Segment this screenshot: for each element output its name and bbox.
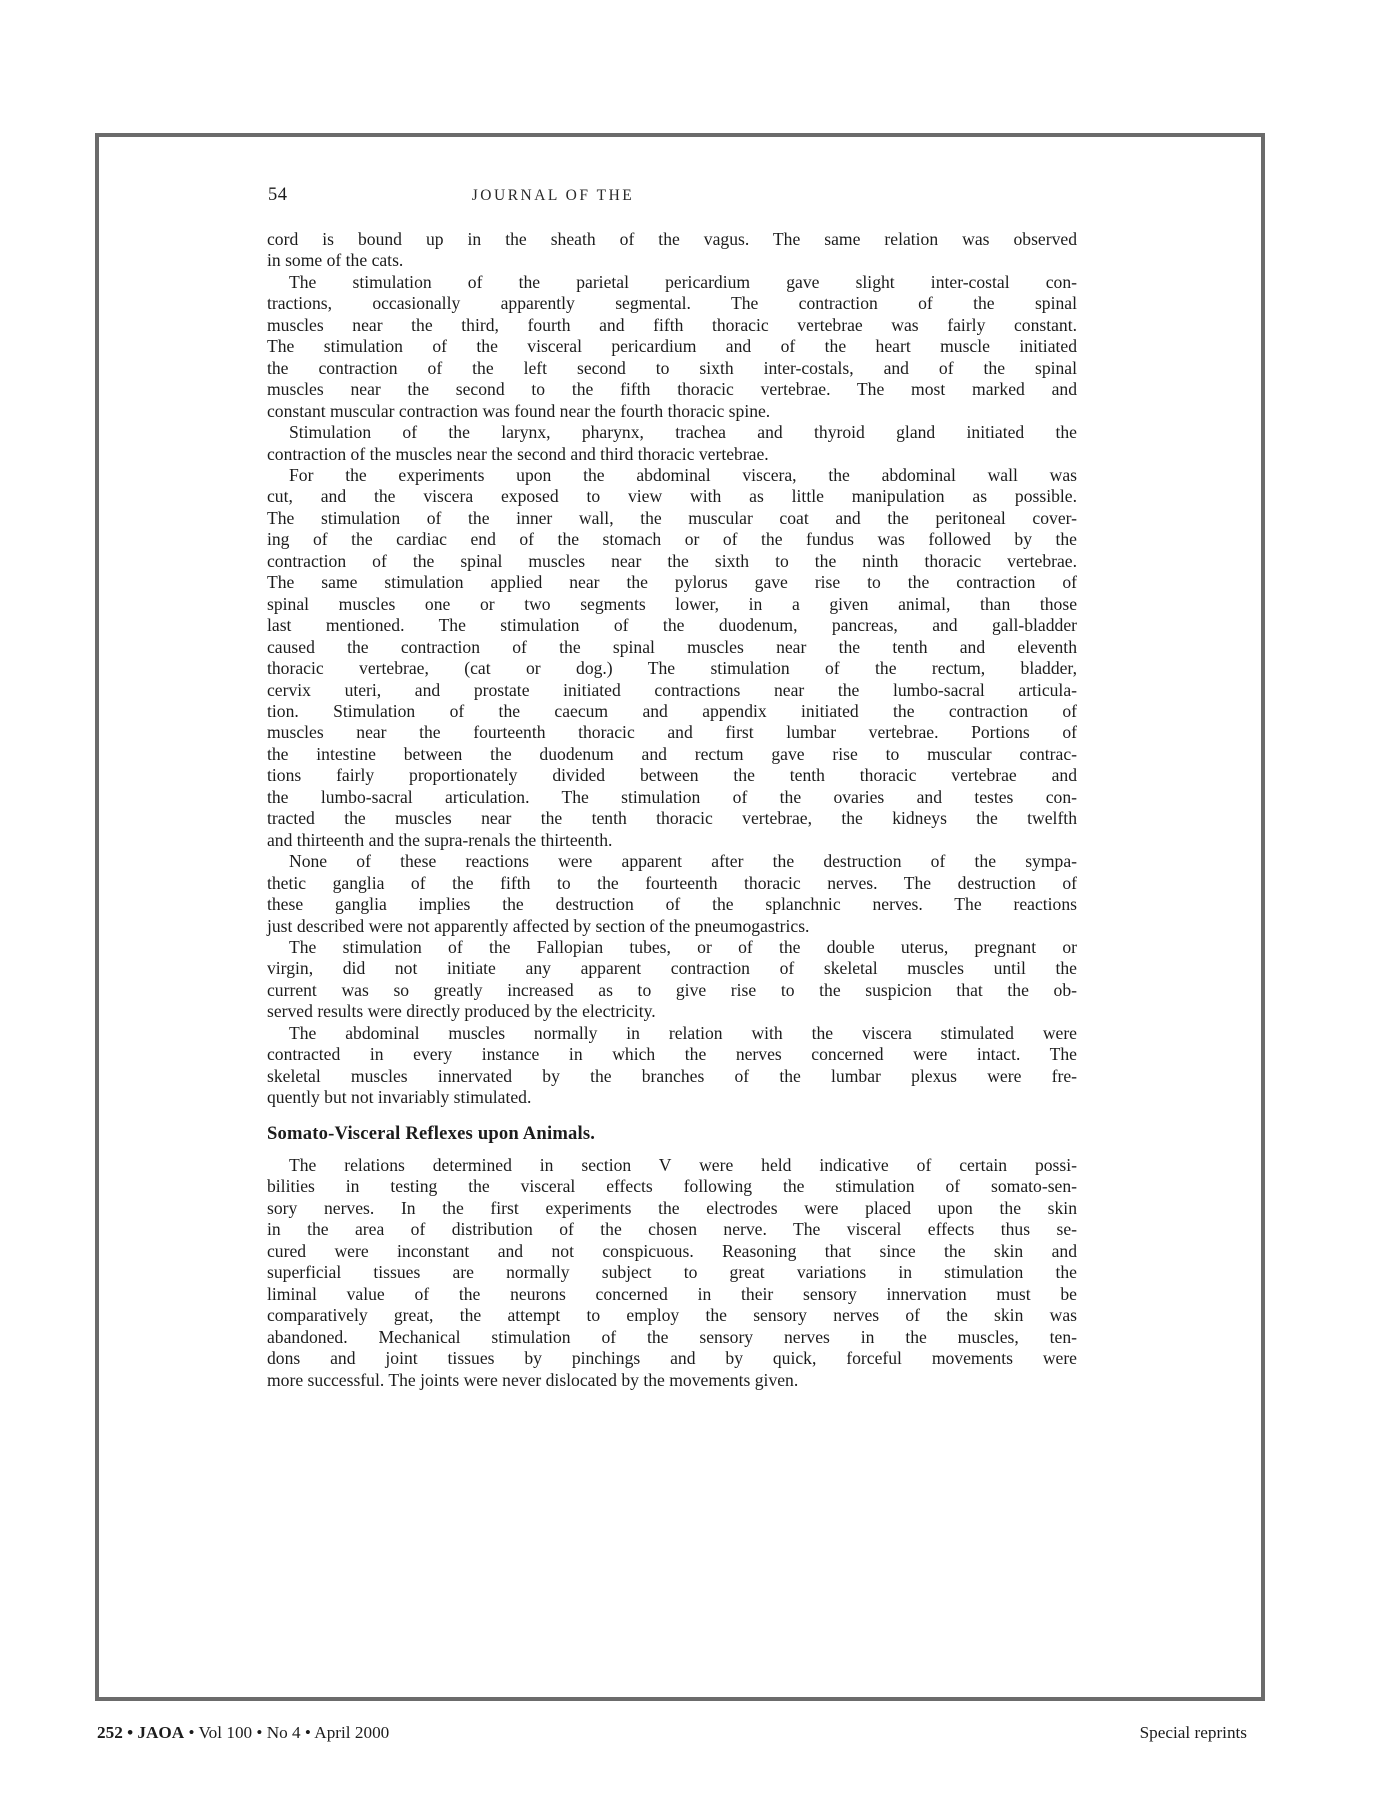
text-line: the contraction of the left second to sixth inter-costals, and of the spinal bbox=[267, 357, 1077, 378]
text-line: in the area of distribution of the chosen nerve. The visceral effects thus se- bbox=[267, 1219, 1077, 1240]
text-line: cut, and the viscera exposed to view with as little manipulation as possible. bbox=[267, 486, 1077, 507]
text-line: bilities in testing the visceral effects following the stimulation of somato-sen- bbox=[267, 1176, 1077, 1197]
text-line: The stimulation of the inner wall, the muscular coat and the peritoneal cover- bbox=[267, 507, 1077, 528]
text-line: The stimulation of the parietal pericardium gave slight inter-costal con- bbox=[289, 271, 1077, 292]
text-line: comparatively great, the attempt to employ the sensory nerves of the skin was bbox=[267, 1305, 1077, 1326]
text-line: current was so greatly increased as to give rise to the suspicion that the ob- bbox=[267, 979, 1077, 1000]
text-line: The stimulation of the visceral pericardium and of the heart muscle initiated bbox=[267, 336, 1077, 357]
text-line: cervix uteri, and prostate initiated contractions near the lumbo-sacral articula- bbox=[267, 679, 1077, 700]
body-text bbox=[267, 229, 1077, 1391]
text-line: contraction of the muscles near the second and third thoracic vertebrae. bbox=[267, 443, 769, 464]
scanned-page bbox=[95, 133, 1265, 1701]
text-line: For the experiments upon the abdominal viscera, the abdominal wall was bbox=[289, 464, 1077, 485]
text-line: tractions, occasionally apparently segmental. The contraction of the spinal bbox=[267, 293, 1077, 314]
text-line: cord is bound up in the sheath of the vagus. The same relation was observed bbox=[267, 229, 1077, 249]
text-line: the intestine between the duodenum and rectum gave rise to muscular contrac- bbox=[267, 743, 1077, 764]
text-line: thetic ganglia of the fifth to the fourteenth thoracic nerves. The destruction of bbox=[267, 872, 1077, 893]
text-line: The same stimulation applied near the pylorus gave rise to the contraction of bbox=[267, 572, 1077, 593]
text-line: in some of the cats. bbox=[267, 250, 404, 271]
text-line: sory nerves. In the first experiments the electrodes were placed upon the skin bbox=[267, 1197, 1077, 1218]
text-line: the lumbo-sacral articulation. The stimulation of the ovaries and testes con- bbox=[267, 786, 1077, 807]
text-line: these ganglia implies the destruction of the splanchnic nerves. The reactions bbox=[267, 894, 1077, 915]
text-line: cured were inconstant and not conspicuous. Reasoning that since the skin and bbox=[267, 1240, 1077, 1261]
text-line: The stimulation of the Fallopian tubes, or of the double uterus, pregnant or bbox=[289, 936, 1077, 957]
text-line: contraction of the spinal muscles near the sixth to the ninth thoracic vertebrae. bbox=[267, 550, 1077, 571]
text-line: The abdominal muscles normally in relation with the viscera stimulated were bbox=[289, 1022, 1077, 1043]
text-line: thoracic vertebrae, (cat or dog.) The stimulation of the rectum, bladder, bbox=[267, 658, 1077, 679]
text-line: abandoned. Mechanical stimulation of the sensory nerves in the muscles, ten- bbox=[267, 1326, 1077, 1347]
text-line: served results were directly produced by the electricity. bbox=[267, 1001, 656, 1022]
text-line: The relations determined in section V were held indicative of certain possi- bbox=[289, 1155, 1077, 1176]
text-line: quently but not invariably stimulated. bbox=[267, 1087, 532, 1108]
text-line: tracted the muscles near the tenth thoracic vertebrae, the kidneys the twelfth bbox=[267, 808, 1077, 829]
running-title: JOURNAL OF THE bbox=[471, 187, 635, 204]
text-line: skeletal muscles innervated by the branches of the lumbar plexus were fre- bbox=[267, 1065, 1077, 1086]
footer-reprint-label: Special reprints bbox=[1139, 1723, 1247, 1742]
text-line: Stimulation of the larynx, pharynx, trachea and thyroid gland initiated the bbox=[289, 422, 1077, 443]
text-line: muscles near the fourteenth thoracic and first lumbar vertebrae. Portions of bbox=[267, 722, 1077, 743]
text-line: more successful. The joints were never dislocated by the movements given. bbox=[267, 1369, 799, 1390]
text-line: spinal muscles one or two segments lower, in a given animal, than those bbox=[267, 593, 1077, 614]
text-line: constant muscular contraction was found near the fourth thoracic spine. bbox=[267, 400, 771, 421]
running-header bbox=[267, 185, 1077, 209]
text-line: tions fairly proportionately divided between the tenth thoracic vertebrae and bbox=[267, 765, 1077, 786]
text-line: liminal value of the neurons concerned in their sensory innervation must be bbox=[267, 1283, 1077, 1304]
text-line: muscles near the third, fourth and fifth thoracic vertebrae was fairly constant. bbox=[267, 314, 1077, 335]
text-line: caused the contraction of the spinal muscles near the tenth and eleventh bbox=[267, 636, 1077, 657]
text-line: last mentioned. The stimulation of the duodenum, pancreas, and gall-bladder bbox=[267, 615, 1077, 636]
text-line: just described were not apparently affected by section of the pneumogastrics. bbox=[267, 915, 810, 936]
text-line: tion. Stimulation of the caecum and appendix initiated the contraction of bbox=[267, 700, 1077, 721]
page-number: 54 bbox=[268, 185, 288, 205]
text-line: superficial tissues are normally subject to great variations in stimulation the bbox=[267, 1262, 1077, 1283]
footer-journal-bold: 252 • JAOA bbox=[97, 1723, 185, 1742]
text-line: dons and joint tissues by pinchings and by quick, forceful movements were bbox=[267, 1348, 1077, 1369]
text-line: and thirteenth and the supra-renals the thirteenth. bbox=[267, 829, 613, 850]
text-line: virgin, did not initiate any apparent contraction of skeletal muscles until the bbox=[267, 958, 1077, 979]
footer-journal-rest: • Vol 100 • No 4 • April 2000 bbox=[184, 1723, 390, 1742]
section-heading: Somato-Visceral Reflexes upon Animals. bbox=[267, 1122, 596, 1144]
text-line: muscles near the second to the fifth thoracic vertebrae. The most marked and bbox=[267, 379, 1077, 400]
text-line: contracted in every instance in which the nerves concerned were intact. The bbox=[267, 1044, 1077, 1065]
footer-citation bbox=[97, 1723, 389, 1743]
text-line: ing of the cardiac end of the stomach or of the fundus was followed by the bbox=[267, 529, 1077, 550]
text-line: None of these reactions were apparent after the destruction of the sympa- bbox=[289, 851, 1077, 872]
